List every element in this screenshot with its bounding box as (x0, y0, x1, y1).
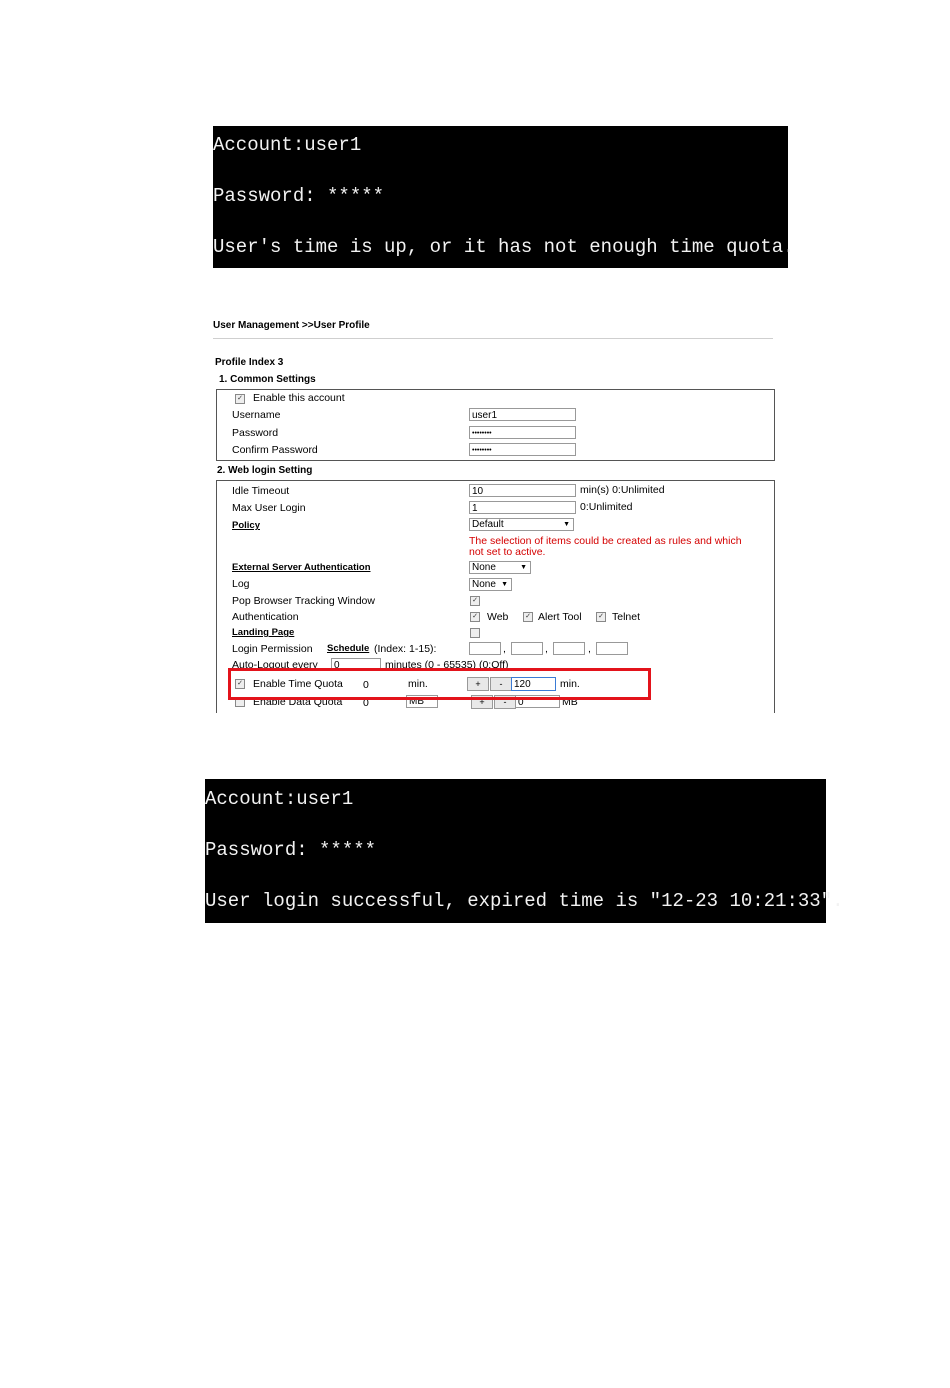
chevron-down-icon: ▼ (563, 521, 570, 528)
policy-select-value: Default (472, 519, 504, 530)
password-input[interactable]: •••••••• (469, 426, 576, 439)
idle-timeout-hint: min(s) 0:Unlimited (580, 484, 665, 496)
schedule-input-2[interactable] (511, 642, 543, 655)
confirm-password-label: Confirm Password (232, 444, 318, 456)
terminal-window-top (213, 126, 795, 268)
auto-logout-input[interactable]: 0 (331, 658, 381, 671)
schedule-hint: (Index: 1-15): (374, 643, 437, 655)
terminal-line-account: Account:user1 (205, 788, 354, 810)
data-quota-label: Enable Data Quota (253, 696, 343, 708)
web-login-title: 2. Web login Setting (217, 465, 313, 476)
log-select-value: None (472, 579, 496, 590)
terminal-line-password: Password: ***** (205, 839, 377, 861)
password-label: Password (232, 427, 279, 439)
schedule-input-1[interactable] (469, 642, 501, 655)
terminal-line-status: User's time is up, or it has not enough time quota. (213, 236, 795, 258)
comma: , (545, 643, 548, 655)
comma: , (588, 643, 591, 655)
idle-timeout-input[interactable]: 10 (469, 484, 576, 497)
time-quota-input[interactable]: 120 (511, 677, 556, 691)
login-permission-label: Login Permission (232, 643, 313, 655)
landing-page-link[interactable]: Landing Page (232, 627, 295, 638)
profile-index: Profile Index 3 (215, 357, 284, 368)
data-quota-plus-button[interactable]: + (471, 695, 493, 709)
terminal-line-account: Account:user1 (213, 134, 362, 156)
data-quota-input[interactable]: 0 (515, 695, 560, 708)
time-quota-unit: min. (408, 678, 428, 690)
time-quota-highlight-box (228, 668, 651, 700)
schedule-link[interactable]: Schedule (327, 643, 370, 654)
data-quota-minus-button[interactable]: - (494, 695, 516, 709)
external-auth-select[interactable] (469, 561, 531, 574)
auto-logout-label: Auto-Logout every (232, 659, 318, 671)
chevron-down-icon: ▼ (501, 581, 508, 588)
pop-browser-checkbox[interactable]: ✓ (470, 596, 480, 606)
auth-telnet-checkbox[interactable]: ✓ (596, 612, 606, 622)
data-quota-input-unit: MB (562, 696, 578, 708)
auth-alert-checkbox[interactable]: ✓ (523, 612, 533, 622)
external-auth-select-value: None (472, 562, 496, 573)
user-profile-panel (213, 311, 775, 713)
time-quota-checkbox[interactable]: ✓ (235, 679, 245, 689)
common-settings-title: 1. Common Settings (219, 374, 316, 385)
data-quota-value: 0 (363, 697, 369, 709)
max-user-login-input[interactable]: 1 (469, 501, 576, 514)
time-quota-plus-button[interactable]: + (467, 677, 489, 691)
time-quota-input-unit: min. (560, 678, 580, 690)
log-select[interactable] (469, 578, 512, 591)
auth-web-label: Web (487, 611, 509, 623)
max-user-login-label: Max User Login (232, 502, 306, 514)
time-quota-label: Enable Time Quota (253, 678, 343, 690)
comma: , (503, 643, 506, 655)
external-auth-link[interactable]: External Server Authentication (232, 562, 371, 573)
terminal-window-bottom (205, 779, 844, 923)
chevron-down-icon: ▼ (520, 564, 527, 571)
auth-web-checkbox[interactable]: ✓ (470, 612, 480, 622)
policy-link[interactable]: Policy (232, 520, 260, 531)
schedule-input-4[interactable] (596, 642, 628, 655)
auth-telnet-label: Telnet (612, 611, 641, 623)
landing-page-checkbox[interactable] (470, 628, 480, 638)
schedule-input-3[interactable] (553, 642, 585, 655)
time-quota-minus-button[interactable]: - (490, 677, 512, 691)
enable-account-checkbox[interactable]: ✓ (235, 394, 245, 404)
time-quota-value: 0 (363, 679, 369, 691)
policy-warning: The selection of items could be created as rules and which not set to active. (469, 535, 742, 558)
confirm-password-input[interactable]: •••••••• (469, 443, 576, 456)
authentication-label: Authentication (232, 611, 299, 623)
idle-timeout-label: Idle Timeout (232, 485, 290, 497)
auth-alert-label: Alert Tool (538, 611, 582, 623)
divider (213, 338, 773, 339)
log-label: Log (232, 578, 250, 590)
breadcrumb: User Management >>User Profile (213, 320, 370, 331)
terminal-line-status: User login successful, expired time is "12-23 10:21:33". (205, 890, 844, 912)
auto-logout-hint: minutes (0 - 65535) (0:Off) (385, 659, 509, 671)
enable-account-label: Enable this account (253, 392, 345, 404)
pop-browser-label: Pop Browser Tracking Window (232, 595, 375, 607)
data-quota-unit-value: MB (409, 696, 424, 707)
username-input[interactable]: user1 (469, 408, 576, 421)
max-user-login-hint: 0:Unlimited (580, 501, 633, 513)
terminal-line-password: Password: ***** (213, 185, 385, 207)
policy-select[interactable] (469, 518, 574, 531)
username-label: Username (232, 409, 281, 421)
